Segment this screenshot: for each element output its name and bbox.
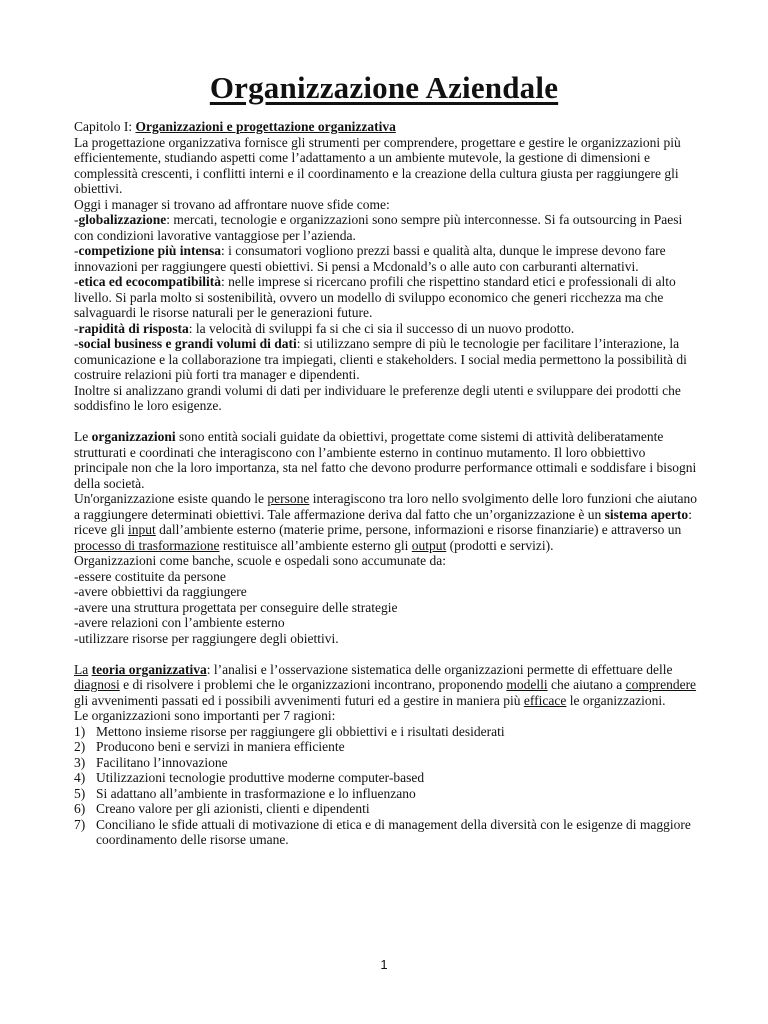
common-item: -avere relazioni con l’ambiente esterno [74,615,285,630]
reason-number: 1) [74,723,86,739]
reason-item [74,739,698,755]
chapter-name: Organizzazioni e progettazione organizzativa [135,119,396,134]
reason-item [74,817,698,848]
term-efficace: efficace [523,692,567,708]
reason-number: 7) [74,816,86,832]
common-item: -essere costituite da persone [74,568,226,584]
reason-item [74,770,698,786]
reason-text: Facilitano l’innovazione [96,754,228,770]
common-item: -utilizzare risorse per raggiungere degli obiettivi. [74,630,339,646]
term-input: input [127,522,156,537]
term-modelli: modelli [506,677,548,692]
paragraph-gap [74,646,698,662]
challenge-item: -social business e grandi volumi di dati: si utilizzano sempre di più le tecnologie per facilitare l’interazione, la comunicazione e la collaborazione tra impiegati, clienti e stakeholders. I social media permettono la possibilità di costruire relazioni più forti tra manager e dipendenti. [74,336,687,382]
challenge-item: -etica ed ecocompatibilità: nelle imprese si ricercano profili che rispettino standard etici e professionali di alto livello. Si parla molto si sostenibilità, ovvero un modello di sviluppo economico che generi ricchezza ma che salvaguardi le risorse naturali per le generazioni future. [74,274,676,320]
reason-text: Conciliano le sfide attuali di motivazione di etica e di management della diversità con le esigenze di maggiore coordinamento delle risorse umane. [96,816,691,847]
reason-item [74,724,698,740]
challenge-term: etica ed ecocompatibilità [78,274,221,289]
reason-text: Si adattano all’ambiente in trasformazione e lo influenzano [96,785,416,801]
reason-number: 6) [74,801,86,816]
challenge-item: -rapidità di risposta: la velocità di sviluppi fa si che ci sia il successo di un nuovo prodotto. [74,320,575,336]
reason-number: 5) [74,785,86,801]
challenge-term: competizione più intensa [78,243,222,258]
challenge-item: -globalizzazione: mercati, tecnologie e organizzazioni sono sempre più interconnesse. Si fa outsourcing in Paesi con condizioni lavorative vantaggiose per l’azienda. [74,212,683,243]
reason-number: 4) [74,770,86,785]
term-comprendere: comprendere [625,677,697,692]
reasons-list [74,724,698,848]
term-sistema-aperto: sistema aperto [604,506,689,522]
challenge-term: globalizzazione [78,212,167,227]
challenge-term: social business e grandi volumi di dati [78,336,297,351]
term-organizzazioni: organizzazioni [91,429,176,444]
term-output: output [411,537,447,553]
reason-text: Creano valore per gli azionisti, clienti e dipendenti [96,801,370,816]
page-number: 1 [380,957,388,972]
term-persone: persone [267,491,310,506]
open-system-paragraph: Un'organizzazione esiste quando le persone interagiscono tra loro nello svolgimento delle loro funzioni che aiutano a raggiungere determinati obiettivi. Tale affermazione deriva dal fatto che un’organizzazione è un sistema aperto: riceve gli input dall’ambiente esterno (materie prime, persone, informazioni e risorse finanziarie) e attraverso un processo di trasformazione restituisce all’ambiente esterno gli output (prodotti e servizi). [74,491,698,553]
common-intro: Organizzazioni come banche, scuole e ospedali sono accumunate da: [74,553,446,568]
reason-text: Producono beni e servizi in maniera efficiente [96,739,345,754]
reason-text: Mettono insieme risorse per raggiungere gli obbiettivi e i risultati desiderati [96,723,505,739]
term-processo: processo di trasformazione [74,537,220,553]
chapter-heading [74,119,698,135]
document-body [74,119,698,848]
reason-number: 2) [74,739,86,754]
term-diagnosi: diagnosi [74,677,120,692]
theory-paragraph: La teoria organizzativa: l’analisi e l’osservazione sistematica delle organizzazioni permette di effettuare delle diagnosi e di risolvere i problemi che le organizzazioni incontrano, proponendo modelli che aiutano a comprendere gli avvenimenti passati ed i possibili avvenimenti futuri ed a gestire in maniera più efficace le organizzazioni. [74,661,697,708]
reasons-intro: Le organizzazioni sono importanti per 7 ragioni: [74,708,336,723]
document-title: Organizzazione Aziendale [209,70,559,105]
reason-item [74,801,698,817]
paragraph-gap [74,414,698,430]
chapter-prefix: Capitolo I: [74,119,136,134]
reason-item [74,755,698,771]
challenge-item: -competizione più intensa: i consumatori vogliono prezzi bassi e qualità alta, dunque le imprese devono fare innovazioni per raggiungere questi obiettivi. Si pensi a Mcdonald’s o alle auto con carburanti alternativi. [74,243,666,274]
challenges-extra: Inoltre si analizzano grandi volumi di dati per individuare le preferenze degli utenti e sviluppare dei prodotti che soddisfino le loro esigenze. [74,382,681,413]
term-teoria-organizzativa: teoria organizzativa [91,661,207,677]
reason-item [74,786,698,802]
reason-text: Utilizzazioni tecnologie produttive moderne computer-based [96,770,425,785]
common-item: -avere una struttura progettata per conseguire delle strategie [74,599,398,615]
organizations-definition: Le organizzazioni sono entità sociali guidate da obiettivi, progettate come sistemi di attività deliberatamente strutturati e coordinati che interagiscono con l’ambiente esterno in continuo mutamento. Il loro obbiettivo principale non che la loro importanza, sta nel fatto che devono produrre performance ottimali e soddisfare i bisogni della società. [74,429,697,491]
challenge-term: rapidità di risposta [78,320,189,336]
intro-paragraph: La progettazione organizzativa fornisce gli strumenti per comprendere, progettare e gestire le organizzazioni più efficientemente, studiando aspetti come l’adattamento a un ambiente mutevole, la gestione di dimensioni e complessità crescenti, i conflitti interni e il coordinamento e la creazione della cultura giusta per raggiungere gli obiettivi. [74,134,681,196]
common-item: -avere obbiettivi da raggiungere [74,584,247,599]
reason-number: 3) [74,754,86,770]
challenges-intro: Oggi i manager si trovano ad affrontare nuove sfide come: [74,196,390,212]
